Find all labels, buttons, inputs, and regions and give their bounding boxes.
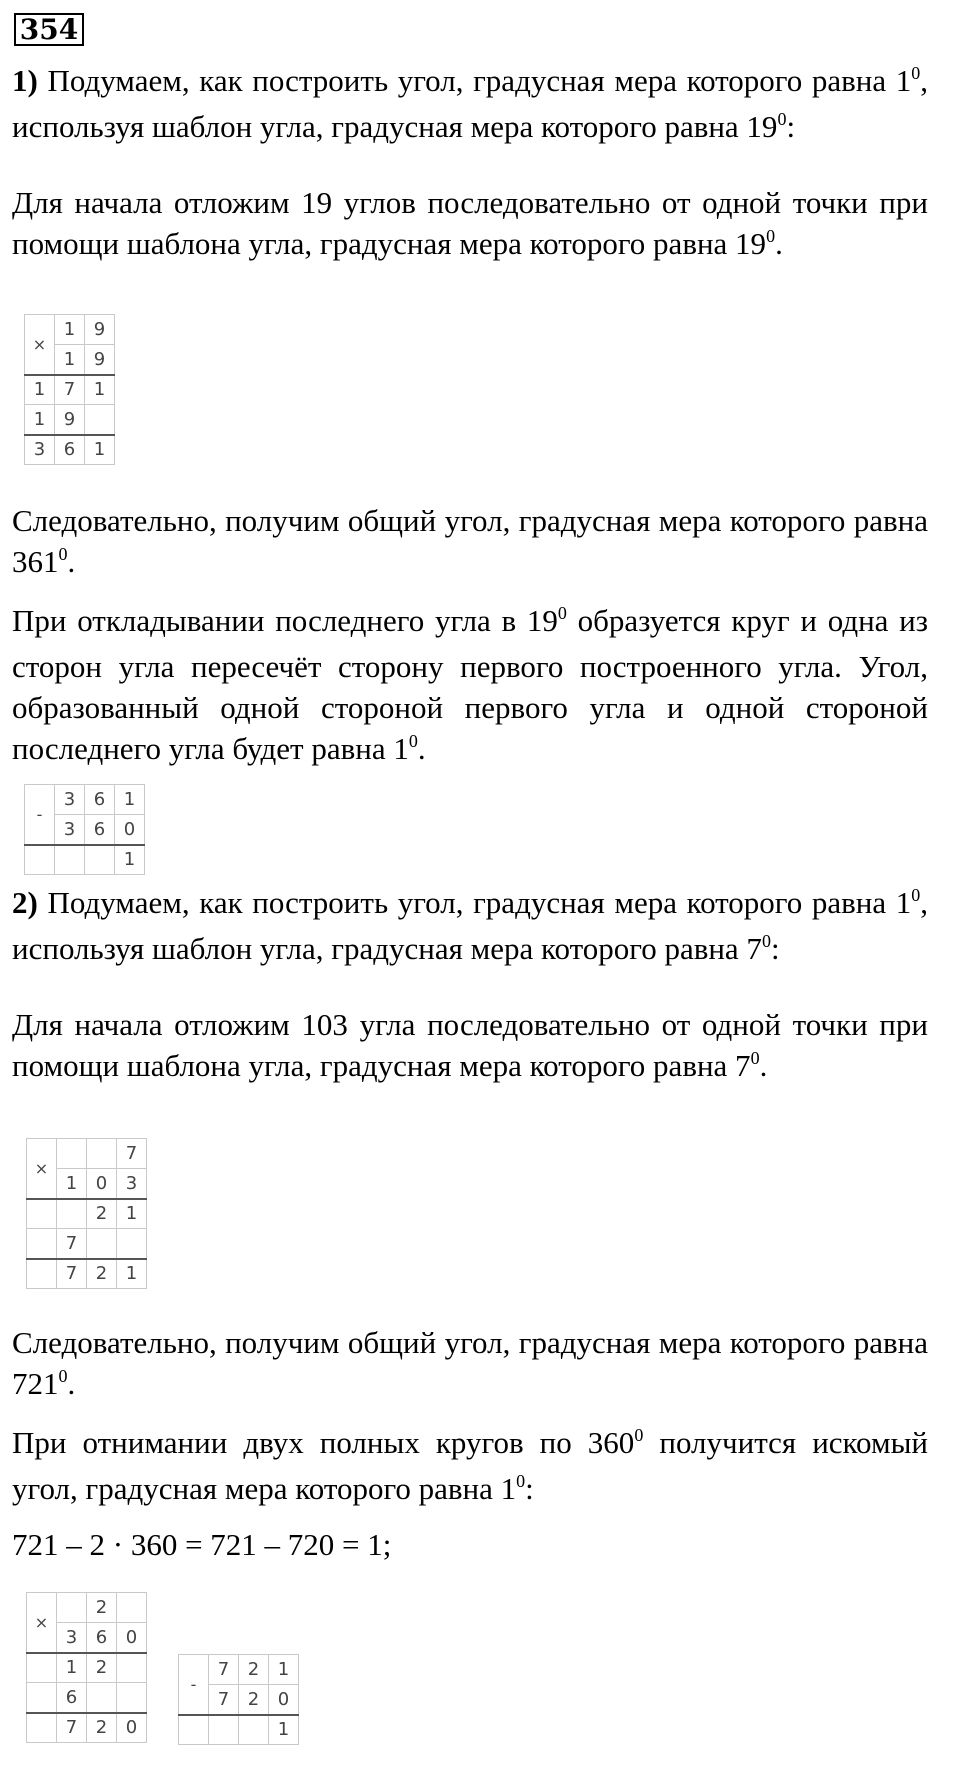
digit-cell: 2 <box>87 1259 117 1289</box>
digit-cell: 1 <box>115 845 145 875</box>
digit-cell <box>27 1683 57 1713</box>
task-number: 354 <box>14 13 84 46</box>
digit-cell: 9 <box>55 405 85 435</box>
calc-row <box>27 1593 147 1623</box>
digit-cell <box>85 845 115 875</box>
digit-cell <box>117 1229 147 1259</box>
digit-cell <box>57 1593 87 1623</box>
digit-cell <box>57 1199 87 1229</box>
digit-cell: 2 <box>87 1653 117 1683</box>
calc-row <box>27 1139 147 1169</box>
digit-cell: 0 <box>117 1713 147 1743</box>
digit-cell: 0 <box>117 1623 147 1653</box>
digit-cell: 6 <box>85 785 115 815</box>
degree-mark: 0 <box>777 109 787 129</box>
digit-cell: 1 <box>115 785 145 815</box>
part1-expl-b: образуется круг и одна из сторон угла пересечёт сторону первого построенного угла. Угол, образованный одной стороной первого угла и одной стороной последнего угла будет равна 1 <box>12 603 928 766</box>
digit-cell: 7 <box>117 1139 147 1169</box>
digit-cell <box>209 1715 239 1745</box>
part1-intro <box>12 60 928 152</box>
digit-cell: 1 <box>117 1199 147 1229</box>
degree-mark: 0 <box>516 1471 526 1491</box>
part2-explanation <box>12 1422 928 1514</box>
calc-row <box>25 845 145 875</box>
digit-cell <box>239 1715 269 1745</box>
digit-cell: 3 <box>117 1169 147 1199</box>
part1-step-end: . <box>775 226 783 261</box>
degree-mark: 0 <box>911 63 921 83</box>
digit-cell: 1 <box>25 405 55 435</box>
calc-row <box>27 1653 147 1683</box>
degree-mark: 0 <box>766 226 776 246</box>
digit-cell <box>117 1593 147 1623</box>
part2-step-end: . <box>759 1048 768 1083</box>
digit-cell <box>27 1259 57 1289</box>
digit-cell <box>87 1683 117 1713</box>
digit-cell: 1 <box>55 315 85 345</box>
digit-cell <box>27 1713 57 1743</box>
part1-label: 1) <box>12 63 38 98</box>
calc-row <box>27 1259 147 1289</box>
calc-row <box>25 435 115 465</box>
digit-cell <box>85 405 115 435</box>
digit-cell: 7 <box>57 1259 87 1289</box>
part2-intro-text-b: , используя шаблон угла, градусная мера которого равна 7 <box>12 885 928 966</box>
digit-cell: 3 <box>55 815 85 845</box>
multiplication-table-19x19 <box>24 314 115 465</box>
multiplication-table-360x2 <box>26 1592 147 1743</box>
part2-step <box>12 1004 928 1091</box>
calc-row <box>27 1683 147 1713</box>
digit-cell: 0 <box>269 1685 299 1715</box>
digit-cell: 3 <box>57 1623 87 1653</box>
digit-cell: 7 <box>209 1685 239 1715</box>
degree-mark: 0 <box>911 885 921 905</box>
digit-cell: 2 <box>87 1593 117 1623</box>
digit-cell: 9 <box>85 315 115 345</box>
calc-row <box>27 1229 147 1259</box>
digit-cell: 1 <box>57 1653 87 1683</box>
degree-mark: 0 <box>408 731 418 751</box>
operator-sign: × <box>27 1593 57 1653</box>
digit-cell: 2 <box>239 1685 269 1715</box>
digit-cell <box>117 1653 147 1683</box>
digit-cell: 3 <box>25 435 55 465</box>
multiplication-table-103x7 <box>26 1138 147 1289</box>
digit-cell: 7 <box>57 1229 87 1259</box>
degree-mark: 0 <box>58 544 68 564</box>
digit-cell <box>27 1229 57 1259</box>
operator-sign: × <box>27 1139 57 1199</box>
digit-cell: 1 <box>57 1169 87 1199</box>
part2-expl-c: : <box>525 1471 534 1506</box>
digit-cell <box>25 845 55 875</box>
part2-result-text: Следовательно, получим общий угол, градусная мера которого равна 721 <box>12 1325 928 1401</box>
digit-cell: 2 <box>239 1655 269 1685</box>
digit-cell: 0 <box>115 815 145 845</box>
subtraction-table-721-720 <box>178 1654 299 1745</box>
digit-cell <box>55 845 85 875</box>
calc-row <box>25 405 115 435</box>
part2-label: 2) <box>12 885 38 920</box>
digit-cell <box>179 1715 209 1745</box>
part1-expl-a: При откладывании последнего угла в 19 <box>12 603 558 638</box>
degree-mark: 0 <box>58 1366 68 1386</box>
part2-result <box>12 1322 928 1409</box>
digit-cell: 1 <box>25 375 55 405</box>
part2-expl-b: получится искомый угол, градусная мера которого равна 1 <box>12 1425 928 1506</box>
digit-cell: 7 <box>209 1655 239 1685</box>
digit-cell: 6 <box>87 1623 117 1653</box>
calc-row <box>25 315 115 345</box>
degree-mark: 0 <box>761 931 771 951</box>
digit-cell: 9 <box>85 345 115 375</box>
digit-cell: 7 <box>55 375 85 405</box>
calc-row <box>27 1713 147 1743</box>
part1-result-end: . <box>67 544 76 579</box>
digit-cell: 2 <box>87 1713 117 1743</box>
part1-result-text: Следовательно, получим общий угол, градусная мера которого равна 361 <box>12 503 928 579</box>
calc-row <box>25 375 115 405</box>
digit-cell <box>87 1139 117 1169</box>
part2-intro-text-a: Подумаем, как построить угол, градусная мера которого равна 1 <box>37 885 912 920</box>
digit-cell <box>27 1199 57 1229</box>
part1-intro-text-a: Подумаем, как построить угол, градусная мера которого равна 1 <box>37 63 912 98</box>
operator-sign: - <box>179 1655 209 1715</box>
degree-mark: 0 <box>634 1425 644 1445</box>
calc-row <box>25 785 145 815</box>
digit-cell: 1 <box>269 1655 299 1685</box>
digit-cell: 0 <box>87 1169 117 1199</box>
part1-step-text: Для начала отложим 19 углов последовательно от одной точки при помощи шаблона угла, градусная мера которого равна 19 <box>12 185 928 261</box>
part2-intro <box>12 882 928 974</box>
digit-cell: 1 <box>269 1715 299 1745</box>
part1-step <box>12 182 928 269</box>
digit-cell: 1 <box>55 345 85 375</box>
digit-cell: 2 <box>87 1199 117 1229</box>
digit-cell <box>27 1653 57 1683</box>
digit-cell: 6 <box>57 1683 87 1713</box>
digit-cell: 1 <box>85 435 115 465</box>
subtraction-table-361-360 <box>24 784 145 875</box>
digit-cell <box>87 1229 117 1259</box>
part1-explanation <box>12 600 928 774</box>
digit-cell: 7 <box>57 1713 87 1743</box>
part2-result-end: . <box>67 1366 76 1401</box>
calc-row <box>179 1715 299 1745</box>
part1-result <box>12 500 928 587</box>
digit-cell: 1 <box>85 375 115 405</box>
digit-cell: 3 <box>55 785 85 815</box>
degree-mark: 0 <box>557 603 567 623</box>
digit-cell: 6 <box>55 435 85 465</box>
calc-row <box>27 1199 147 1229</box>
part1-intro-text-c: : <box>786 109 796 144</box>
calc-row <box>179 1655 299 1685</box>
operator-sign: - <box>25 785 55 845</box>
digit-cell: 1 <box>117 1259 147 1289</box>
part1-intro-text-b: , используя шаблон угла, градусная мера которого равна 19 <box>12 63 928 144</box>
part2-expl-a: При отнимании двух полных кругов по 360 <box>12 1425 635 1460</box>
digit-cell <box>117 1683 147 1713</box>
part2-step-text: Для начала отложим 103 угла последовательно от одной точки при помощи шаблона угла, градусная мера которого равна 7 <box>12 1007 928 1083</box>
digit-cell <box>57 1139 87 1169</box>
part1-expl-c: . <box>417 731 426 766</box>
part2-formula: 721 – 2 · 360 = 721 – 720 = 1; <box>12 1527 392 1562</box>
part2-intro-text-c: : <box>770 931 780 966</box>
digit-cell: 6 <box>85 815 115 845</box>
operator-sign: × <box>25 315 55 375</box>
degree-mark: 0 <box>750 1048 760 1068</box>
